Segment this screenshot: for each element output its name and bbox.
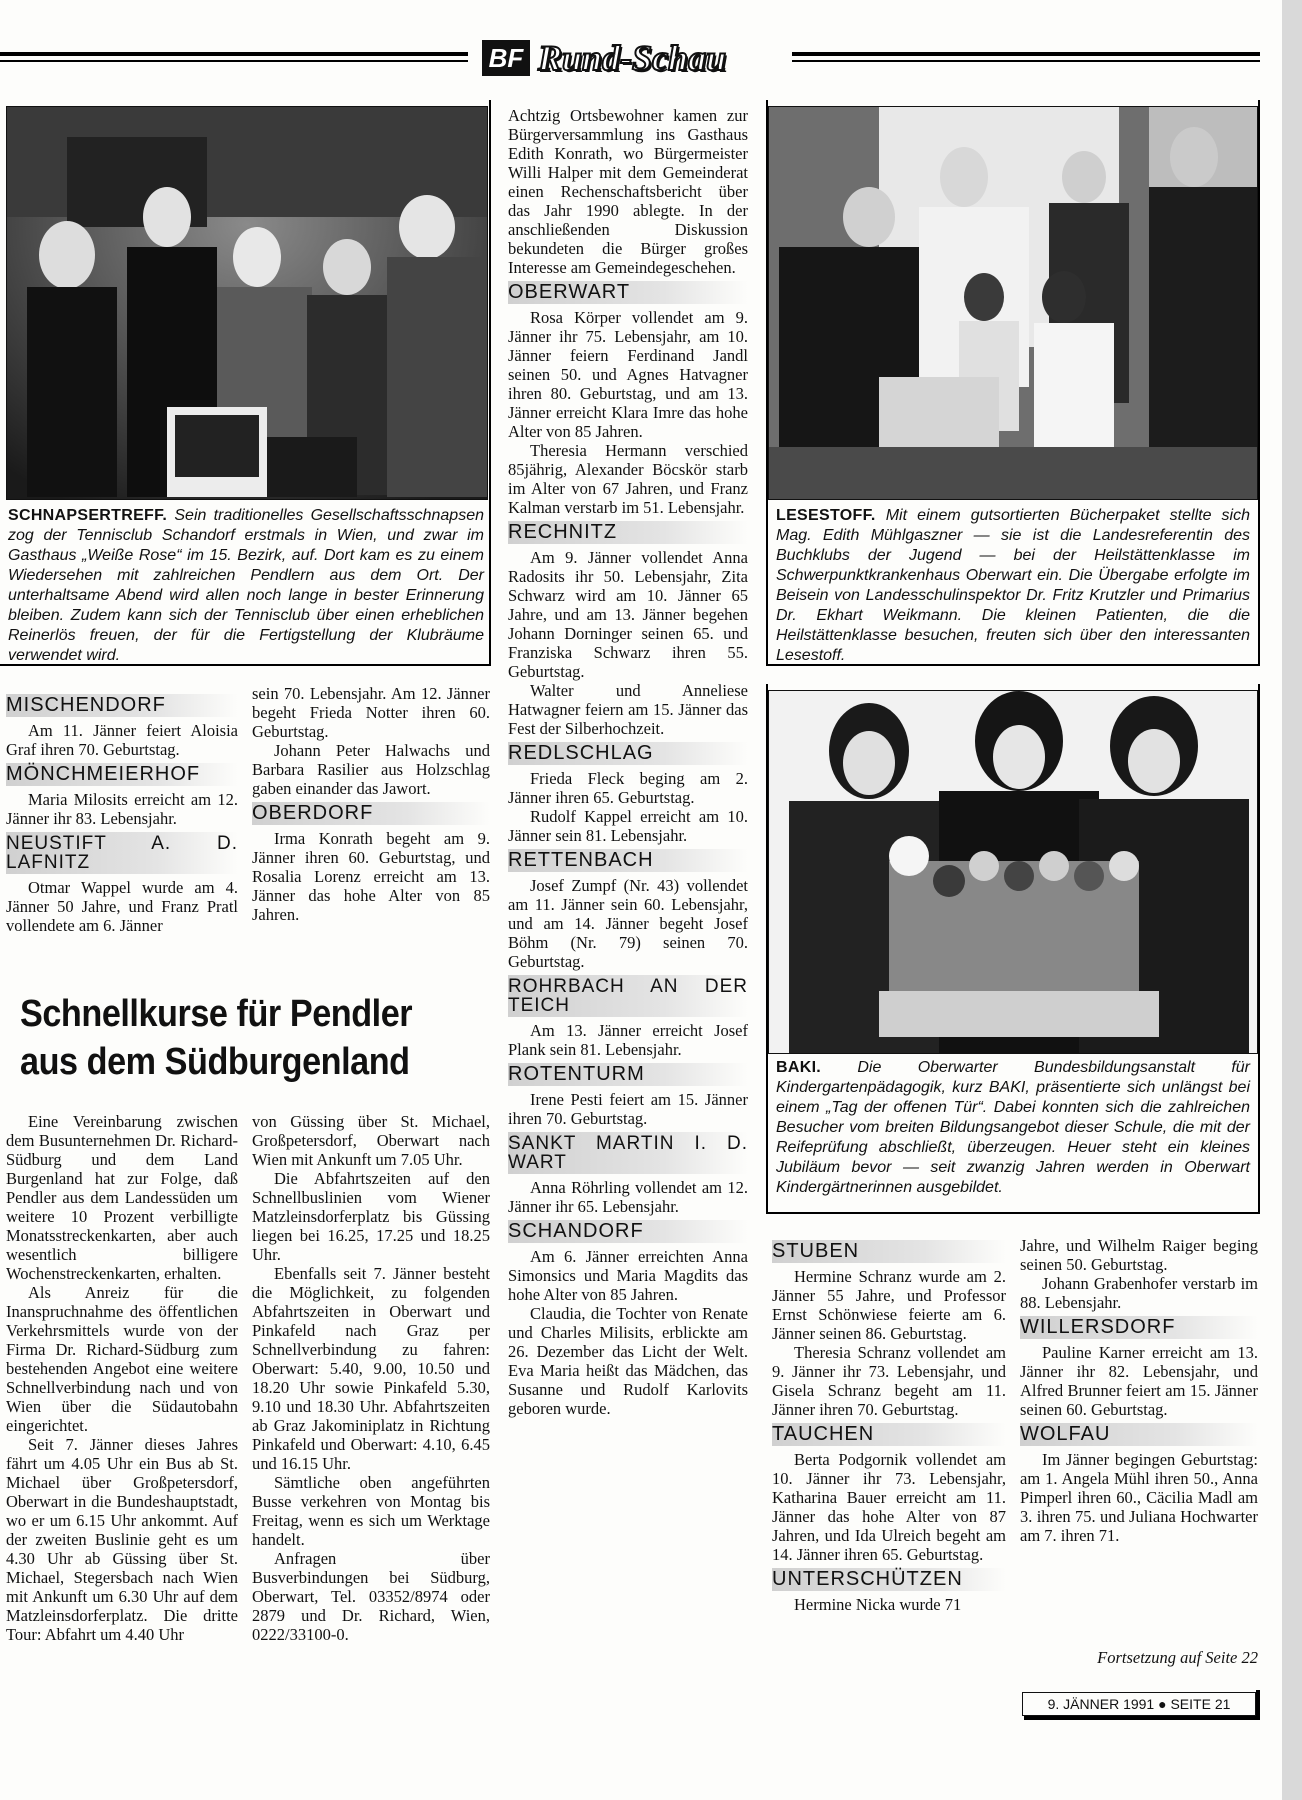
headline-line-2: aus dem Südburgenland — [20, 1041, 410, 1083]
caption-rule-2v-right — [1258, 100, 1260, 666]
locality-paragraph: Theresia Schranz vollendet am 9. Jänner ihr 73. Lebensjahr, und Gisela Schranz begeht am 11. Jänner ihren 70. Geburtstag. — [772, 1343, 1006, 1419]
continuation-note: Fortsetzung auf Seite 22 — [1097, 1648, 1258, 1667]
locality-paragraph: Johann Peter Halwachs und Barbara Rasilier aus Holzschlag gaben einander das Jawort. — [252, 741, 490, 798]
locality-heading: SANKT MARTIN I. D. WART — [508, 1133, 748, 1173]
header-rule-right — [792, 52, 1260, 56]
locality-heading: OBERDORF — [252, 802, 490, 825]
caption-lesestoff — [776, 506, 1250, 666]
locality-heading: TAUCHEN — [772, 1423, 1006, 1446]
headline-line-1: Schnellkurse für Pendler — [20, 993, 413, 1035]
locality-paragraph: Walter und Anneliese Hatwagner feiern am 15. Jänner das Fest der Silberhochzeit. — [508, 681, 748, 738]
caption-rule-1v — [489, 100, 491, 666]
locality-heading: OBERWART — [508, 281, 748, 304]
caption-rule-3v-left — [766, 684, 768, 1214]
locality-heading: WOLFAU — [1020, 1423, 1258, 1446]
locality-paragraph: Rosa Körper vollendet am 9. Jänner ihr 75. Lebensjahr, am 10. Jänner feiern Ferdinand Jandl seinen 50. und Agnes Hatvagner ihren 80. Geburtstag, und am 13. Jänner erreicht Klara Imre das hohe Alter von 85 Jahren. — [508, 308, 748, 441]
caption-rule-1 — [0, 664, 490, 666]
caption-rule-2 — [766, 664, 1260, 666]
column-e — [1020, 1236, 1258, 1545]
locality-paragraph: Am 13. Jänner erreicht Josef Plank sein 81. Lebensjahr. — [508, 1021, 748, 1059]
header-rule-left — [0, 52, 468, 56]
article-paragraph: Als Anreiz für die Inanspruchnahme des öffentlichen Verkehrsmittels wurde von der Firma Dr. Richard-Südburg zum bestehenden Angebot eine weitere Schnellverbindung nach und von Wien über die Südautobahn eingerichtet. — [6, 1283, 238, 1435]
locality-heading: SCHANDORF — [508, 1220, 748, 1243]
locality-heading: RETTENBACH — [508, 849, 748, 872]
locality-paragraph: Pauline Karner erreicht am 13. Jänner ihr 82. Lebensjahr, und Alfred Brunner feiert am 15. Jänner seinen 60. Geburtstag. — [1020, 1343, 1258, 1419]
locality-paragraph: Josef Zumpf (Nr. 43) vollendet am 11. Jänner sein 60. Lebensjahr, und am 14. Jänner begeht Josef Böhm (Nr. 79) seinen 70. Geburtstag. — [508, 876, 748, 971]
footer-date: 9. JÄNNER 1991 — [1047, 1696, 1155, 1712]
caption-text: Mit einem gutsortierten Bücherpaket stellte sich Mag. Edith Mühlgaszner — sie ist die Landesreferentin des Buchklubs der Jugend — bei der Heilstättenklasse im Schwerpunktkrankenhaus Oberwart ein. Die Übergabe erfolgte im Beisein von Landesschulinspektor Dr. Fritz Krutzler und Primarius Dr. Ekhart Weikmann. Die kleinen Patienten, die die Heilstättenklasse besuchen, freuten sich über den interessanten Lesestoff. — [776, 507, 1250, 664]
page-footer — [1022, 1692, 1256, 1716]
locality-paragraph: Claudia, die Tochter von Renate und Charles Milisits, erblickte am 26. Dezember das Licht der Welt. Eva Maria heißt das Mädchen, das Susanne und Rudolf Karlovits geboren wurde. — [508, 1304, 748, 1418]
locality-heading: REDLSCHLAG — [508, 742, 748, 765]
article-column-1 — [6, 1112, 238, 1644]
locality-paragraph: Frieda Fleck beging am 2. Jänner ihren 65. Geburtstag. — [508, 769, 748, 807]
photo-baki — [768, 690, 1258, 1054]
article-column-2 — [252, 1112, 490, 1644]
footer-page: SEITE 21 — [1170, 1696, 1231, 1712]
caption-baki — [776, 1058, 1250, 1198]
locality-paragraph: Am 11. Jänner feiert Aloisia Graf ihren 70. Geburtstag. — [6, 721, 238, 759]
locality-paragraph: Im Jänner begingen Geburtstag: am 1. Angela Mühl ihren 50., Anna Pimperl ihren 60., Cäcilia Madl am 3. ihren 75. und Juliana Hochwarter am 7. ihren 71. — [1020, 1450, 1258, 1545]
locality-paragraph: Am 6. Jänner erreichten Anna Simonsics und Maria Magdits das hohe Alter von 85 Jahren. — [508, 1247, 748, 1304]
photo-schnapsertreff — [6, 106, 488, 500]
header-rule-left-thin — [0, 60, 468, 62]
caption-title: BAKI. — [776, 1059, 822, 1076]
locality-paragraph: Am 9. Jänner vollendet Anna Radosits ihr 50. Lebensjahr, Zita Schwarz wird am 10. Jänner 65 Jahre, und am 13. Jänner begehen Johann Dorninger seinen 65. und Franziska Schwarz ihren 55. Geburtstag. — [508, 548, 748, 681]
article-paragraph: Seit 7. Jänner dieses Jahres fährt um 4.05 Uhr ein Bus ab St. Michael über Großpetersdorf, Oberwart in die Bundeshauptstadt, wo er um 6.15 Uhr ankommt. Auf der zweiten Buslinie geht es um 4.30 Uhr ab Güssing über St. Michael, Stegersbach nach Wien mit Ankunft um 6.30 Uhr auf dem Matzleinsdorferplatz. Die dritte Tour: Abfahrt um 4.40 Uhr — [6, 1435, 238, 1644]
locality-paragraph: Otmar Wappel wurde am 4. Jänner 50 Jahre, und Franz Pratl vollendete am 6. Jänner — [6, 878, 238, 935]
locality-paragraph: Hermine Nicka wurde 71 — [794, 1595, 962, 1614]
locality-heading: UNTERSCHÜTZEN — [772, 1568, 1006, 1591]
baki-photo-image — [769, 691, 1257, 1053]
locality-paragraph: sein 70. Lebensjahr. Am 12. Jänner begeht Frieda Notter ihren 60. Geburtstag. — [252, 684, 490, 741]
section-logo: BF — [482, 40, 530, 76]
article-paragraph: Die Abfahrtszeiten auf den Schnellbuslinien vom Wiener Matzleinsdorferplatz bis Güssing liegen bei 16.25, 17.25 und 18.25 Uhr. — [252, 1169, 490, 1264]
column-d — [772, 1236, 1006, 1614]
photo-lesestoff — [768, 106, 1258, 500]
article-paragraph: Eine Vereinbarung zwischen dem Busunternehmen Dr. Richard-Südburg und dem Land Burgenland hat zur Folge, daß Pendler aus dem Landessüden um weitere 10 Prozent verbilligte Monatsstreckenkarten, aber auch wesentlich billigere Wochenstreckenkarten, erhalten. — [6, 1112, 238, 1283]
article-paragraph: Ebenfalls seit 7. Jänner besteht die Möglichkeit, zu folgenden Abfahrtszeiten in Oberwart und Pinkafeld nach Graz per Schnellverbindung zu fahren: Oberwart: 5.40, 9.00, 10.50 und 18.20 Uhr sowie Pinkafeld 5.30, 9.10 und 18.30 Uhr. Abfahrtszeiten ab Graz Jakominiplatz in Richtung Pinkafeld und Oberwart: 4.10, 6.45 und 16.15 Uhr. — [252, 1264, 490, 1473]
locality-paragraph: Hermine Schranz wurde am 2. Jänner 55 Jahre, und Professor Ernst Schönwiese feierte am 6. Jänner seinen 86. Geburtstag. — [772, 1267, 1006, 1343]
locality-paragraph: Berta Podgornik vollendet am 10. Jänner ihr 73. Lebensjahr, Katharina Bauer erreicht am 11. Jänner das hohe Alter von 87 Jahren, und Ida Ulreich begeht am 14. Jänner ihren 65. Geburtstag. — [772, 1450, 1006, 1564]
section-title: Rund-Schau — [538, 38, 727, 78]
footer-shadow-h — [1024, 1716, 1260, 1720]
locality-paragraph: Johann Grabenhofer verstarb im 88. Lebensjahr. — [1020, 1274, 1258, 1312]
caption-schnapsertreff — [8, 506, 484, 666]
locality-heading: MISCHENDORF — [6, 694, 238, 717]
locality-paragraph: Theresia Hermann verschied 85jährig, Alexander Böcskör starb im Alter von 67 Jahren, und Franz Kalman verstarb im 51. Lebensjahr. — [508, 441, 748, 517]
locality-heading: ROHRBACH AN DER TEICH — [508, 976, 748, 1016]
caption-rule-3 — [766, 1212, 1260, 1214]
column-b — [252, 684, 490, 924]
lesestoff-photo-image — [769, 107, 1257, 499]
locality-heading: NEUSTIFT A. D. LAFNITZ — [6, 833, 238, 873]
caption-title: SCHNAPSERTREFF. — [8, 507, 168, 524]
locality-heading: STUBEN — [772, 1240, 1006, 1263]
caption-text: Sein traditionelles Gesellschaftsschnapsen zog der Tennisclub Schandorf erstmals in Wien, und zwar im Gasthaus „Weiße Rose“ im 15. Bezirk, auf. Dort kam es zu einem Wiedersehen mit zahlreichen Pendlern aus dem Ort. Der unterhaltsame Abend wird allen noch lange in bester Erinnerung bleiben. Zudem kann sich der Tennisclub über einen erheblichen Reinerlös freuen, der für die Fertigstellung der Klubräume verwendet wird. — [8, 507, 485, 664]
locality-paragraph: Rudolf Kappel erreicht am 10. Jänner sein 81. Lebensjahr. — [508, 807, 748, 845]
locality-heading: MÖNCHMEIERHOF — [6, 763, 238, 786]
article-paragraph: Sämtliche oben angeführten Busse verkehren von Montag bis Freitag, wenn es sich um Werktage handelt. — [252, 1473, 490, 1549]
locality-heading: RECHNITZ — [508, 521, 748, 544]
footer-bullet: ● — [1158, 1696, 1167, 1712]
locality-paragraph: Irma Konrath begeht am 9. Jänner ihren 60. Geburtstag, und Rosalia Lorenz erreicht am 13. Jänner das hohe Alter von 85 Jahren. — [252, 829, 490, 924]
caption-rule-2v-left — [766, 100, 768, 666]
locality-paragraph: Jahre, und Wilhelm Raiger beging seinen 50. Geburtstag. — [1020, 1236, 1258, 1274]
article-headline — [20, 990, 470, 1086]
column-c — [508, 106, 748, 1418]
schnapsertreff-photo-image — [7, 107, 487, 499]
column-a — [6, 690, 238, 935]
article-paragraph: von Güssing über St. Michael, Großpetersdorf, Oberwart nach Wien mit Ankunft um 7.05 Uhr. — [252, 1112, 490, 1169]
locality-paragraph: Anna Röhrling vollendet am 12. Jänner ihr 65. Lebensjahr. — [508, 1178, 748, 1216]
caption-title: LESESTOFF. — [776, 507, 876, 524]
locality-heading: ROTENTURM — [508, 1063, 748, 1086]
locality-heading: WILLERSDORF — [1020, 1316, 1258, 1339]
header-rule-right-thin — [792, 60, 1260, 62]
locality-paragraph: Maria Milosits erreicht am 12. Jänner ihr 83. Lebensjahr. — [6, 790, 238, 828]
article-paragraph: Anfragen über Busverbindungen bei Südburg, Oberwart, Tel. 03352/8974 oder 2879 und Dr. Richard, Wien, 0222/33100-0. — [252, 1549, 490, 1644]
locality-paragraph: Achtzig Ortsbewohner kamen zur Bürgerversammlung ins Gasthaus Edith Konrath, wo Bürgermeister Willi Halper mit dem Gemeinderat einen Rechenschaftsbericht über das Jahr 1990 ablegte. In der anschließenden Diskussion bekundeten die Bürger großes Interesse am Gemeindegeschehen. — [508, 106, 748, 277]
locality-paragraph: Irene Pesti feiert am 15. Jänner ihren 70. Geburtstag. — [508, 1090, 748, 1128]
caption-text: Die Oberwarter Bundesbildungsanstalt für Kindergartenpädagogik, kurz BAKI, präsentierte sich unlängst bei einem „Tag der offenen Tür“. Dabei konnten sich die zahlreichen Besucher vom breiten Bildungsangebot dieser Schule, die mit der Reifeprüfung abschließt, überzeugen. Heuer steht ein kleines Jubiläum bevor — seit zwanzig Jahren werden in Oberwart Kindergärtnerinnen ausgebildet. — [776, 1059, 1250, 1196]
caption-rule-3v-right — [1258, 684, 1260, 1214]
